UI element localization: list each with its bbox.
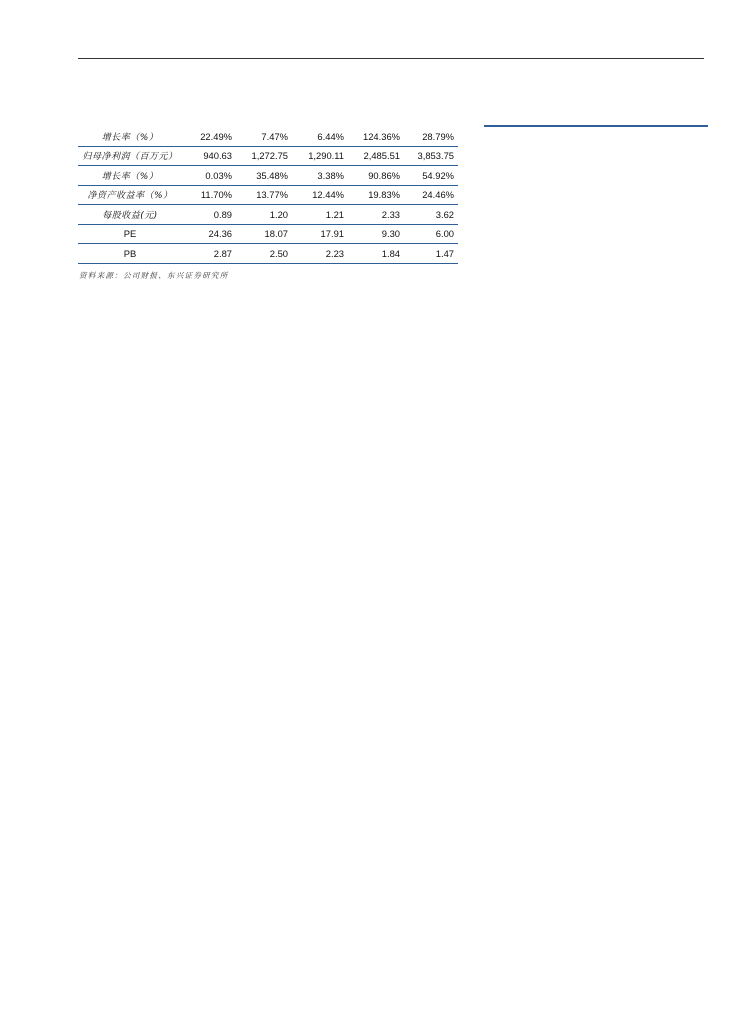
table-cell: 2.50 <box>236 244 292 264</box>
table-row <box>78 127 458 146</box>
source-note: 资料来源：公司财报、东兴证券研究所 <box>79 271 229 280</box>
table-cell: 6.00 <box>404 224 458 244</box>
table-cell: 19.83% <box>348 185 404 205</box>
table-cell: 90.86% <box>348 166 404 186</box>
table-cell: 9.30 <box>348 224 404 244</box>
table-cell: 2.33 <box>348 205 404 225</box>
table-cell: 940.63 <box>182 146 236 166</box>
row-label: 净资产收益率（%） <box>78 185 182 205</box>
table-cell: 2,485.51 <box>348 146 404 166</box>
header-rule <box>78 58 704 59</box>
row-label: 增长率（%） <box>78 127 182 146</box>
table-row <box>78 185 458 205</box>
table-row <box>78 166 458 186</box>
row-label: 增长率（%） <box>78 166 182 186</box>
table-cell: 1.84 <box>348 244 404 264</box>
table-row <box>78 244 458 264</box>
table-cell: 24.36 <box>182 224 236 244</box>
table-cell: 12.44% <box>292 185 348 205</box>
table-cell: 3,853.75 <box>404 146 458 166</box>
table-cell: 1.21 <box>292 205 348 225</box>
table-row <box>78 146 458 166</box>
table-cell: 1,290.11 <box>292 146 348 166</box>
table-cell: 7.47% <box>236 127 292 146</box>
table-cell: 24.46% <box>404 185 458 205</box>
table-row <box>78 224 458 244</box>
table-row <box>78 205 458 225</box>
table-cell: 35.48% <box>236 166 292 186</box>
table-cell: 0.89 <box>182 205 236 225</box>
table-cell: 54.92% <box>404 166 458 186</box>
table-cell: 13.77% <box>236 185 292 205</box>
financial-forecast-table <box>78 127 458 264</box>
table-cell: 1,272.75 <box>236 146 292 166</box>
row-label: 每股收益(元) <box>78 205 182 225</box>
table-cell: 1.47 <box>404 244 458 264</box>
sidebar-rule <box>484 125 708 127</box>
row-label: PE <box>78 224 182 244</box>
table-cell: 18.07 <box>236 224 292 244</box>
row-label: PB <box>78 244 182 264</box>
table-cell: 11.70% <box>182 185 236 205</box>
table-cell: 124.36% <box>348 127 404 146</box>
table-cell: 2.87 <box>182 244 236 264</box>
table-body <box>78 127 458 263</box>
table-cell: 2.23 <box>292 244 348 264</box>
table-cell: 22.49% <box>182 127 236 146</box>
table-cell: 1.20 <box>236 205 292 225</box>
table-cell: 28.79% <box>404 127 458 146</box>
table-cell: 3.38% <box>292 166 348 186</box>
table-cell: 3.62 <box>404 205 458 225</box>
table-cell: 6.44% <box>292 127 348 146</box>
table-cell: 17.91 <box>292 224 348 244</box>
row-label: 归母净利润（百万元） <box>78 146 182 166</box>
table-cell: 0.03% <box>182 166 236 186</box>
